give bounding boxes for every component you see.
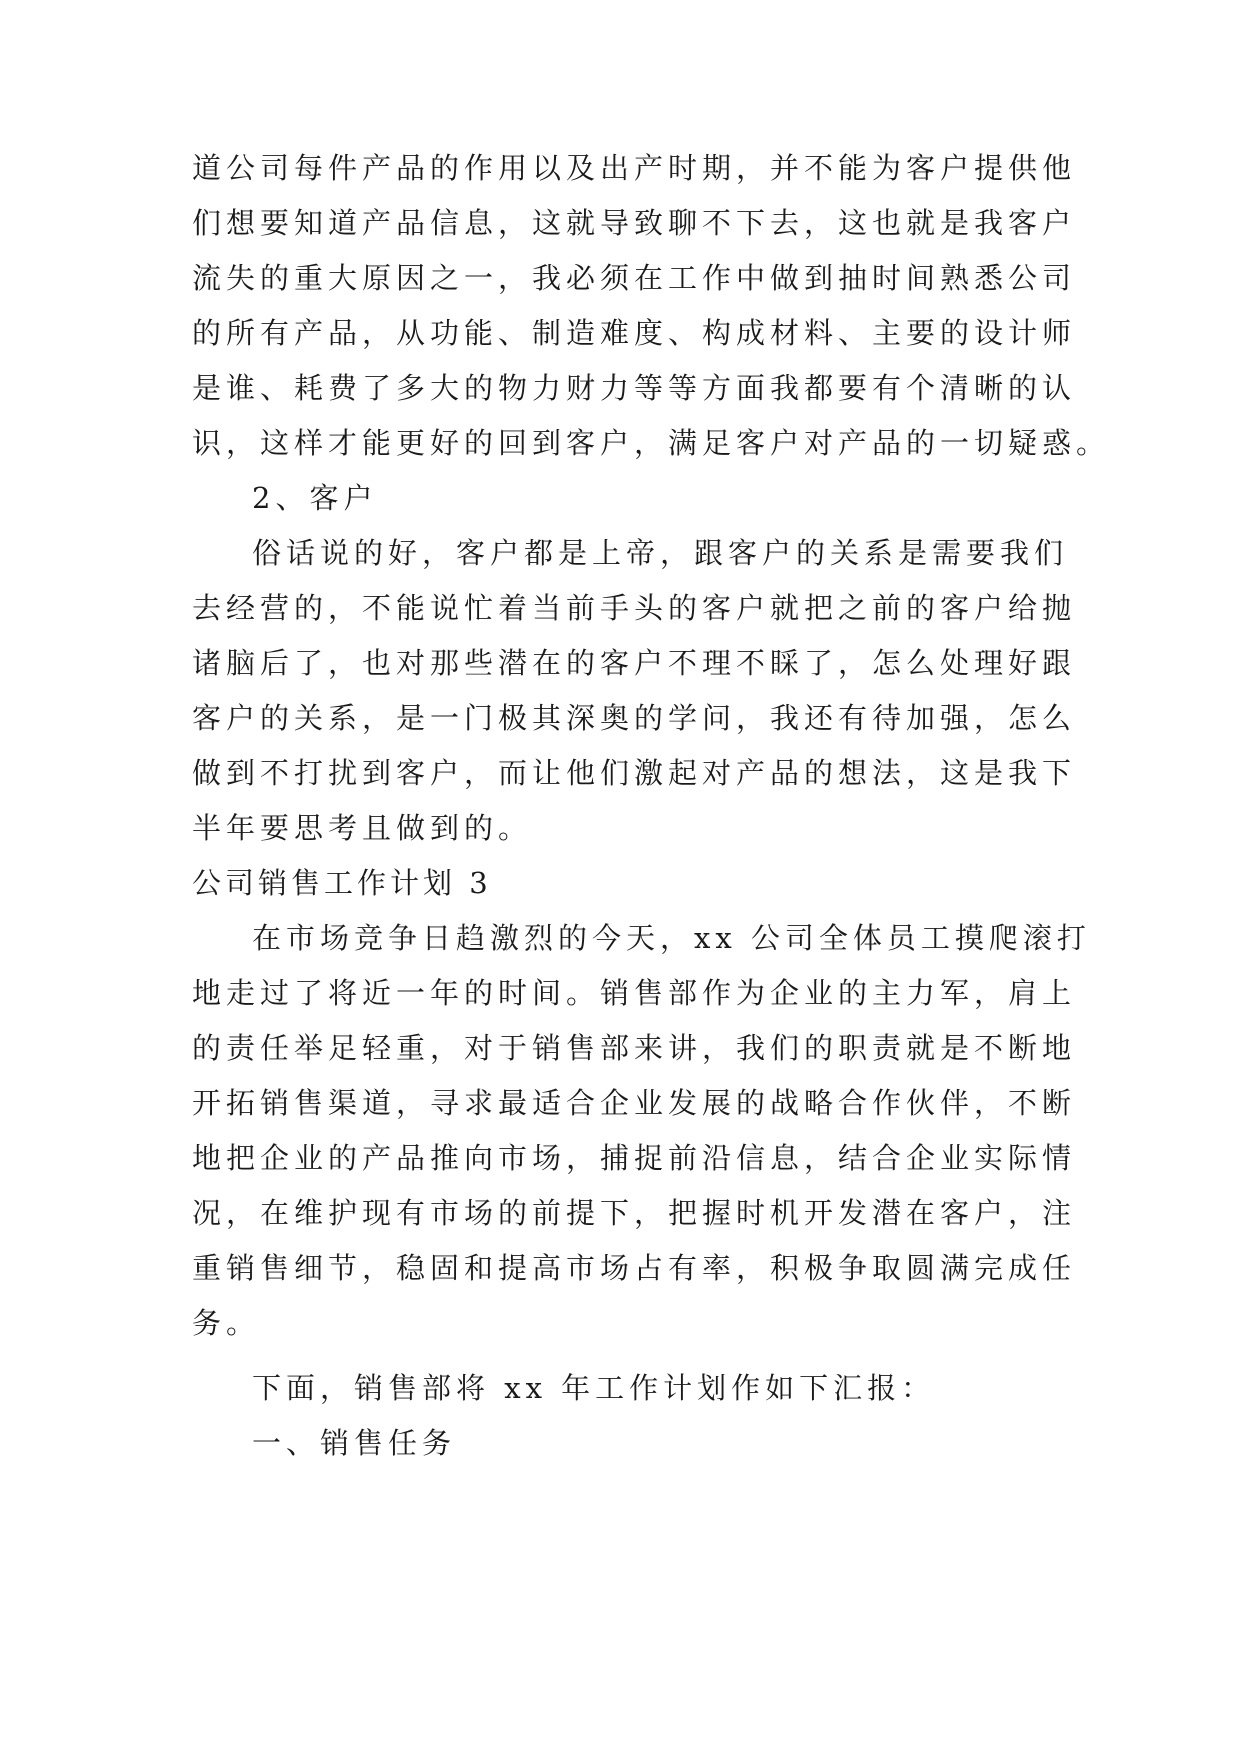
paragraph-line: 开拓销售渠道，寻求最适合企业发展的战略合作伙伴，不断 bbox=[192, 1086, 1077, 1120]
section-heading: 2、客户 bbox=[252, 481, 378, 515]
document-title: 公司销售工作计划 3 bbox=[192, 866, 492, 900]
paragraph-line: 重销售细节，稳固和提高市场占有率，积极争取圆满完成任 bbox=[192, 1251, 1077, 1285]
paragraph-line: 半年要思考且做到的。 bbox=[192, 811, 533, 845]
paragraph-line: 道公司每件产品的作用以及出产时期，并不能为客户提供他 bbox=[192, 151, 1077, 185]
paragraph-line: 下面，销售部将 xx 年工作计划作如下汇报： bbox=[252, 1371, 936, 1405]
paragraph-line: 诸脑后了，也对那些潜在的客户不理不睬了，怎么处理好跟 bbox=[192, 646, 1077, 680]
paragraph-line: 俗话说的好，客户都是上帝，跟客户的关系是需要我们 bbox=[252, 536, 1069, 570]
paragraph-line: 在市场竞争日趋激烈的今天，xx 公司全体员工摸爬滚打 bbox=[252, 921, 1091, 955]
paragraph-line: 们想要知道产品信息，这就导致聊不下去，这也就是我客户 bbox=[192, 206, 1077, 240]
paragraph-line: 是谁、耗费了多大的物力财力等等方面我都要有个清晰的认 bbox=[192, 371, 1077, 405]
paragraph-line: 地走过了将近一年的时间。销售部作为企业的主力军，肩上 bbox=[192, 976, 1077, 1010]
paragraph-line: 的所有产品，从功能、制造难度、构成材料、主要的设计师 bbox=[192, 316, 1077, 350]
paragraph-line: 识，这样才能更好的回到客户，满足客户对产品的一切疑惑。 bbox=[192, 426, 1111, 460]
paragraph-line: 地把企业的产品推向市场，捕捉前沿信息，结合企业实际情 bbox=[192, 1141, 1077, 1175]
paragraph-line: 客户的关系，是一门极其深奥的学问，我还有待加强，怎么 bbox=[192, 701, 1077, 735]
paragraph-line: 的责任举足轻重，对于销售部来讲，我们的职责就是不断地 bbox=[192, 1031, 1077, 1065]
paragraph-line: 去经营的，不能说忙着当前手头的客户就把之前的客户给抛 bbox=[192, 591, 1077, 625]
paragraph-line: 况，在维护现有市场的前提下，把握时机开发潜在客户，注 bbox=[192, 1196, 1077, 1230]
paragraph-line: 做到不打扰到客户，而让他们激起对产品的想法，这是我下 bbox=[192, 756, 1077, 790]
paragraph-line: 务。 bbox=[192, 1306, 261, 1340]
section-heading: 一、销售任务 bbox=[252, 1426, 457, 1460]
paragraph-line: 流失的重大原因之一，我必须在工作中做到抽时间熟悉公司 bbox=[192, 261, 1077, 295]
